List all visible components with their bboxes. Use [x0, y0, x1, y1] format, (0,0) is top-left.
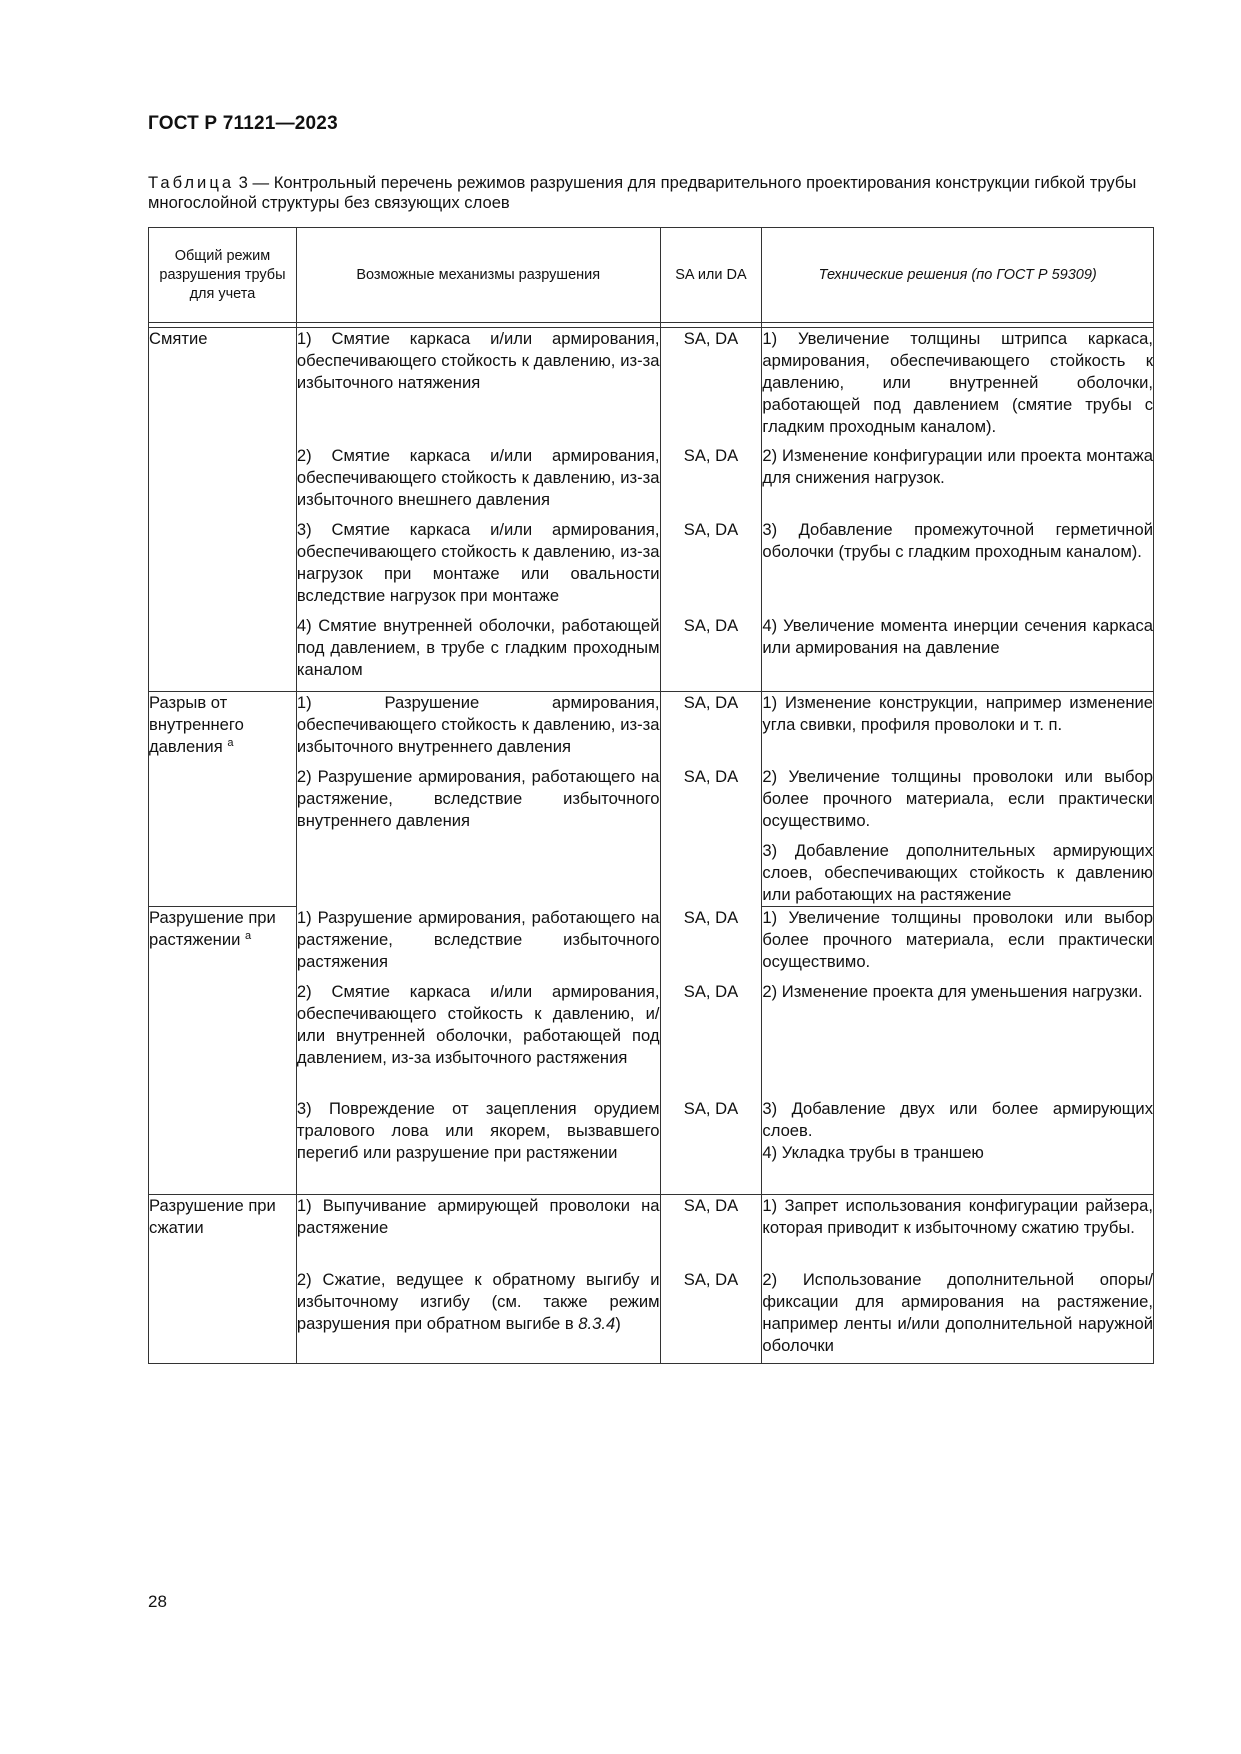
sa-cell: SA, DA: [660, 692, 762, 767]
mechanism-cell: 2) Разрушение армирования, работающего на растяжение, вследствие избыточного внутреннего давления: [296, 766, 660, 907]
solution-cell: 2) Изменение проекта для уменьшения нагрузки.: [762, 981, 1154, 1098]
table-caption: [148, 173, 1160, 213]
section-reference: 8.3.4: [578, 1313, 616, 1333]
mode-cell: Смятие: [149, 328, 297, 692]
footnote-mark: a: [227, 737, 234, 749]
sa-cell: SA, DA: [660, 328, 762, 446]
solution-cell: 3) Добавление дополнительных армирующих слоев, обеспечивающих стойкость к давлению или работающих на растяжение: [762, 840, 1154, 907]
mechanism-cell: 3) Смятие каркаса и/или армирования, обеспечивающего стойкость к давлению, из-за нагрузок при монтаже или овальности вследствие нагрузок при монтаже: [296, 519, 660, 615]
document-header: ГОСТ Р 71121—2023: [148, 113, 338, 134]
mechanism-cell: 1) Выпучивание армирующей проволоки на растяжение: [296, 1194, 660, 1269]
table-row: [149, 766, 1154, 840]
mechanism-text: 2) Сжатие, ведущее к обратному выгибу и избыточному изгибу (см. также режим разрушения при обратном выгибе в: [296, 1269, 660, 1333]
sa-cell: SA, DA: [660, 981, 762, 1098]
header-solutions: Технические решения (по ГОСТ Р 59309): [762, 228, 1154, 323]
caption-prefix: Таблица: [148, 173, 235, 192]
solution-line: 3) Добавление двух или более армирующих слоев.: [762, 1098, 1153, 1140]
sa-cell: SA, DA: [660, 1269, 762, 1364]
table-row: [149, 615, 1154, 692]
mode-cell: [149, 692, 297, 907]
mode-cell: [149, 907, 297, 1195]
sa-cell: SA, DA: [660, 907, 762, 981]
table-row: [149, 445, 1154, 519]
mechanism-cell: 4) Смятие внутренней оболочки, работающей под давлением, в трубе с гладким проходным каналом: [296, 615, 660, 692]
solution-cell: 1) Запрет использования конфигурации райзера, которая приводит к избыточному сжатию трубы.: [762, 1194, 1154, 1269]
table-header-row: [149, 228, 1154, 323]
table-row: [149, 519, 1154, 615]
mode-label: Разрыв от внутреннего давления: [149, 693, 244, 756]
solution-cell: 1) Изменение конструкции, например изменение угла свивки, профиля проволоки и т. п.: [762, 692, 1154, 767]
solution-cell: 1) Увеличение толщины проволоки или выбор более прочного материала, если практически осуществимо.: [762, 907, 1154, 981]
sa-cell: SA, DA: [660, 1098, 762, 1195]
table-row: [149, 907, 1154, 981]
table-row: [149, 692, 1154, 767]
mechanism-cell: 2) Смятие каркаса и/или армирования, обеспечивающего стойкость к давлению, и/или внутренней оболочки, работающей под давлением, из-за избыточного растяжения: [296, 981, 660, 1098]
solution-line: 4) Укладка трубы в траншею: [762, 1142, 984, 1162]
mechanism-cell: 1) Смятие каркаса и/или армирования, обеспечивающего стойкость к давлению, из-за избыточного натяжения: [296, 328, 660, 446]
mechanism-cell: 1) Разрушение армирования, обеспечивающего стойкость к давлению, из-за избыточного внутреннего давления: [296, 692, 660, 767]
failure-modes-table: [148, 227, 1154, 1364]
mechanism-cell: 1) Разрушение армирования, работающего на растяжение, вследствие избыточного растяжения: [296, 907, 660, 981]
solution-cell: 2) Изменение конфигурации или проекта монтажа для снижения нагрузок.: [762, 445, 1154, 519]
header-sa: SA или DA: [660, 228, 762, 323]
sa-cell: SA, DA: [660, 766, 762, 907]
table-row: [149, 328, 1154, 446]
sa-cell: SA, DA: [660, 615, 762, 692]
table-row: [149, 1269, 1154, 1364]
solution-cell: [762, 1098, 1154, 1195]
mode-cell: Разрушение при сжатии: [149, 1194, 297, 1363]
solution-cell: 4) Увеличение момента инерции сечения каркаса или армирования на давление: [762, 615, 1154, 692]
footnote-mark: a: [245, 930, 252, 942]
table-row: [149, 1194, 1154, 1269]
header-mechanisms: Возможные механизмы разрушения: [296, 228, 660, 323]
page-number: 28: [148, 1592, 167, 1611]
caption-text: 3 — Контрольный перечень режимов разрушения для предварительного проектирования конструкции гибкой трубы многослойной структуры без связующих слоев: [148, 173, 1137, 212]
sa-cell: SA, DA: [660, 519, 762, 615]
mechanism-cell: [296, 1269, 660, 1364]
solution-cell: 2) Увеличение толщины проволоки или выбор более прочного материала, если практически осуществимо.: [762, 766, 1154, 840]
sa-cell: SA, DA: [660, 445, 762, 519]
table-row: [149, 981, 1154, 1098]
header-mode: Общий режим разрушения трубы для учета: [149, 228, 297, 323]
sa-cell: SA, DA: [660, 1194, 762, 1269]
mode-label: Разрушение при растяжении: [149, 908, 276, 949]
table-row: [149, 1098, 1154, 1195]
mechanism-cell: 2) Смятие каркаса и/или армирования, обеспечивающего стойкость к давлению, из-за избыточного внешнего давления: [296, 445, 660, 519]
mechanism-cell: 3) Повреждение от зацепления орудием тралового лова или якорем, вызвавшего перегиб или разрушение при растяжении: [296, 1098, 660, 1195]
solution-cell: 2) Использование дополнительной опоры/фиксации для армирования на растяжение, например ленты и/или дополнительной наружной оболочки: [762, 1269, 1154, 1364]
mechanism-text-end: ): [615, 1313, 621, 1333]
solution-cell: 1) Увеличение толщины штрипса каркаса, армирования, обеспечивающего стойкость к давлению, или внутренней оболочки, работающей под давлением (смятие трубы с гладким проходным каналом).: [762, 328, 1154, 446]
solution-cell: 3) Добавление промежуточной герметичной оболочки (трубы с гладким проходным каналом).: [762, 519, 1154, 615]
